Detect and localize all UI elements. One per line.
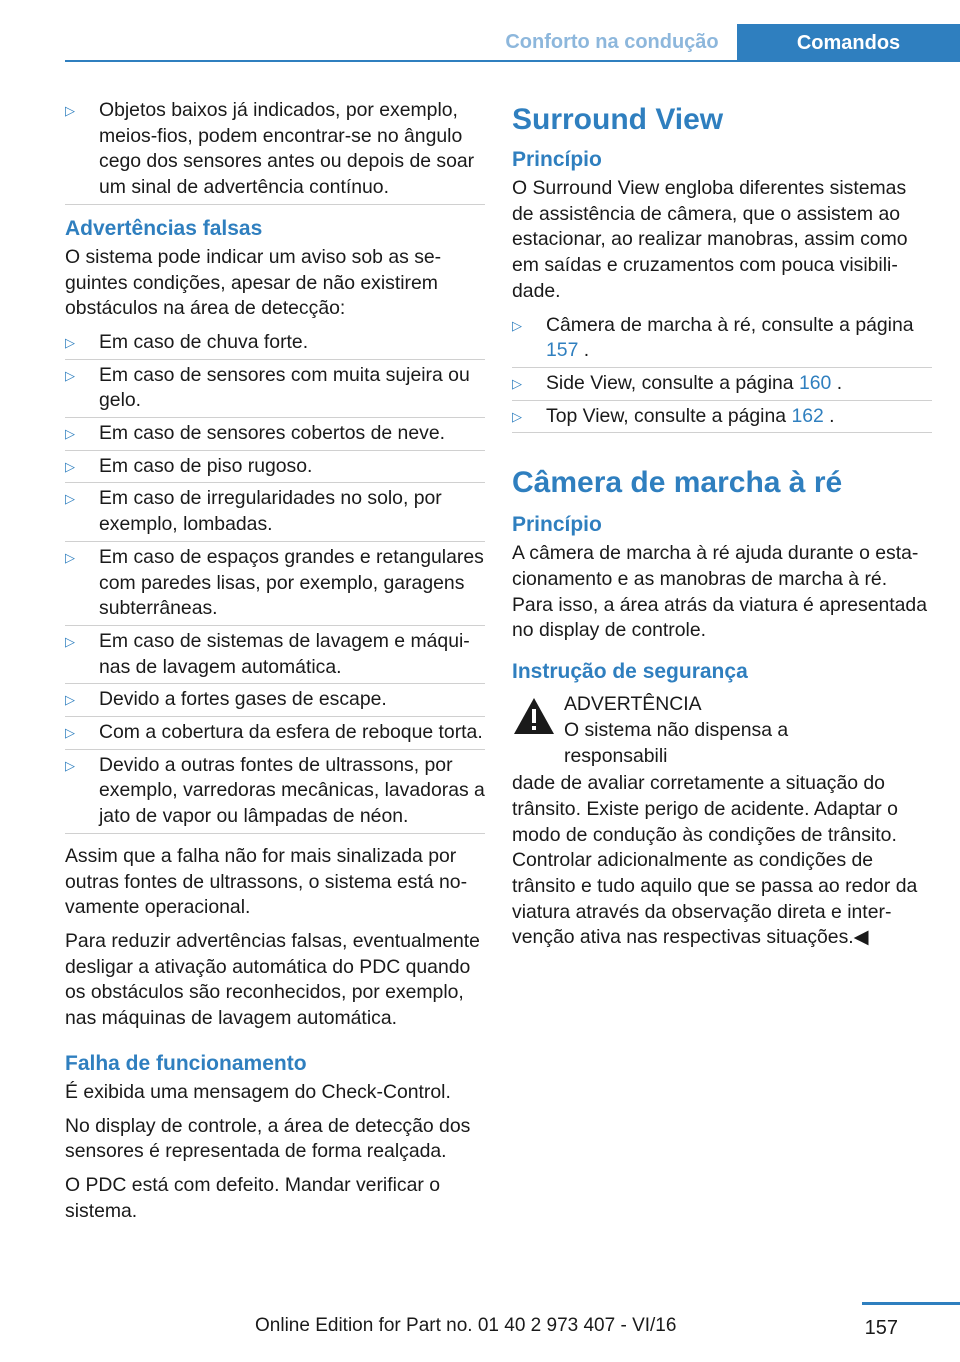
surround-principle-heading: Princípio <box>512 148 602 171</box>
malfunction-paragraph-2: No display de controle, a área de detecção dos sensores é representada de forma realçada. <box>65 1114 471 1163</box>
triangle-bullet-icon <box>512 371 522 397</box>
safety-heading: Instrução de segurança <box>512 660 748 684</box>
list-item: ▷ Objetos baixos já indicados, por exemplo, meios-fios, podem encontrar-se no ângulo cego dos sensores antes ou depois de soar um sinal de advertência contínuo. <box>65 98 485 201</box>
false-warnings-paragraph-1: Assim que a falha não for mais sinalizada por outras fontes de ultrassons, o sistema está novamente operacional. <box>65 844 468 919</box>
false-warnings-paragraph-2: Para reduzir advertências falsas, eventualmente desligar a ativação automática do PDC quando os obstáculos são reconhecidos, por exemplo, nas máquinas de lavagem automática. <box>65 929 480 1030</box>
page-link[interactable]: 160 <box>798 371 832 394</box>
rear-camera-title: Câmera de marcha à ré <box>512 466 843 500</box>
triangle-bullet-icon <box>65 421 75 447</box>
warning-text-line-1: O sistema não dispensa a responsabili <box>564 718 789 767</box>
footer-edition: Online Edition for Part no. 01 40 2 973 407 - VI/16 <box>255 1315 677 1336</box>
list-item: ▷ Em caso de sensores cobertos de neve. <box>65 421 485 447</box>
triangle-bullet-icon <box>65 486 75 512</box>
list-item: ▷ Em caso de espaços grandes e retangulares com paredes lisas, por exemplo, garagens subterrâneas. <box>65 545 485 622</box>
false-warnings-heading: Advertências falsas <box>65 216 263 240</box>
list-item: ▷ Em caso de sistemas de lavagem e máquinas de lavagem automática. <box>65 629 485 680</box>
warning-text: dade de avaliar corretamente a situação do trânsito. Existe perigo de acidente. Adaptar o modo de condução às condições de trânsito. Controlar adicionalmente as condições de trânsito e tudo aquilo que se passa ao redor da viatura através da observação direta e intervenção ativa nas respectivas situações.◀ <box>512 772 918 949</box>
list-item: ▷ Em caso de chuva forte. <box>65 330 485 356</box>
triangle-bullet-icon <box>65 98 75 124</box>
triangle-bullet-icon <box>65 687 75 713</box>
right-column <box>512 100 932 959</box>
triangle-bullet-icon <box>65 720 75 746</box>
malfunction-paragraph-3: O PDC está com defeito. Mandar verificar o sistema. <box>65 1173 441 1222</box>
list-item: ▷ Câmera de marcha à ré, consulte a página 157 . <box>512 313 932 364</box>
list-item: ▷ Devido a fortes gases de escape. <box>65 687 485 713</box>
triangle-bullet-icon <box>512 404 522 430</box>
rear-camera-principle-heading: Princípio <box>512 513 602 537</box>
malfunction-paragraph-1: É exibida uma mensagem do Check-Control. <box>65 1080 451 1103</box>
surround-view-title: Surround View <box>512 103 724 136</box>
warning-block <box>512 692 932 769</box>
list-item: ▷ Em caso de piso rugoso. <box>65 454 485 480</box>
triangle-bullet-icon <box>65 454 75 480</box>
list-item: ▷ Com a cobertura da esfera de reboque torta. <box>65 720 485 746</box>
triangle-bullet-icon <box>65 330 75 356</box>
surround-list <box>512 313 932 430</box>
page-number: 157 <box>864 1317 898 1339</box>
left-column <box>65 98 485 1232</box>
footer-rule <box>862 1302 960 1305</box>
list-item: ▷ Em caso de sensores com muita sujeira ou gelo. <box>65 363 485 414</box>
false-warnings-list <box>65 330 485 830</box>
bullet-list-top <box>65 98 485 201</box>
malfunction-heading: Falha de funcionamento <box>65 1051 307 1075</box>
warning-label: ADVERTÊNCIA <box>564 693 702 716</box>
triangle-bullet-icon <box>65 753 75 779</box>
list-item: ▷ Em caso de irregularidades no solo, por exemplo, lombadas. <box>65 486 485 537</box>
list-item: ▷ Side View, consulte a página 160 . <box>512 371 932 397</box>
list-item: ▷ Devido a outras fontes de ultrassons, por exemplo, varredoras mecânicas, lavadoras a jato de vapor ou lâmpadas de néon. <box>65 753 485 830</box>
triangle-bullet-icon <box>65 629 75 655</box>
false-warnings-intro: O sistema pode indicar um aviso sob as seguintes condições, apesar de não existirem obstáculos na área de detecção: <box>65 245 442 320</box>
page-link[interactable]: 157 <box>546 339 579 362</box>
warning-triangle-icon <box>512 696 556 736</box>
surround-principle-text: O Surround View engloba diferentes sistemas de assistência de câmera, que o assistem ao estacionar, ao realizar manobras, assim como em saídas e cruzamentos com pouca visibilidade. <box>512 177 908 302</box>
triangle-bullet-icon <box>512 313 522 339</box>
rear-camera-principle-text: A câmera de marcha à ré ajuda durante o estacionamento e as manobras de marcha à ré. Para isso, a área atrás da viatura é apresentada no display de controle. <box>512 542 927 642</box>
header-chapter-tab[interactable]: Comandos <box>737 24 960 62</box>
page-link[interactable]: 162 <box>791 404 824 427</box>
header-section-tab[interactable]: Conforto na condução <box>505 31 719 53</box>
list-item: ▷ Top View, consulte a página 162 . <box>512 404 932 430</box>
triangle-bullet-icon <box>65 545 75 571</box>
triangle-bullet-icon <box>65 363 75 389</box>
